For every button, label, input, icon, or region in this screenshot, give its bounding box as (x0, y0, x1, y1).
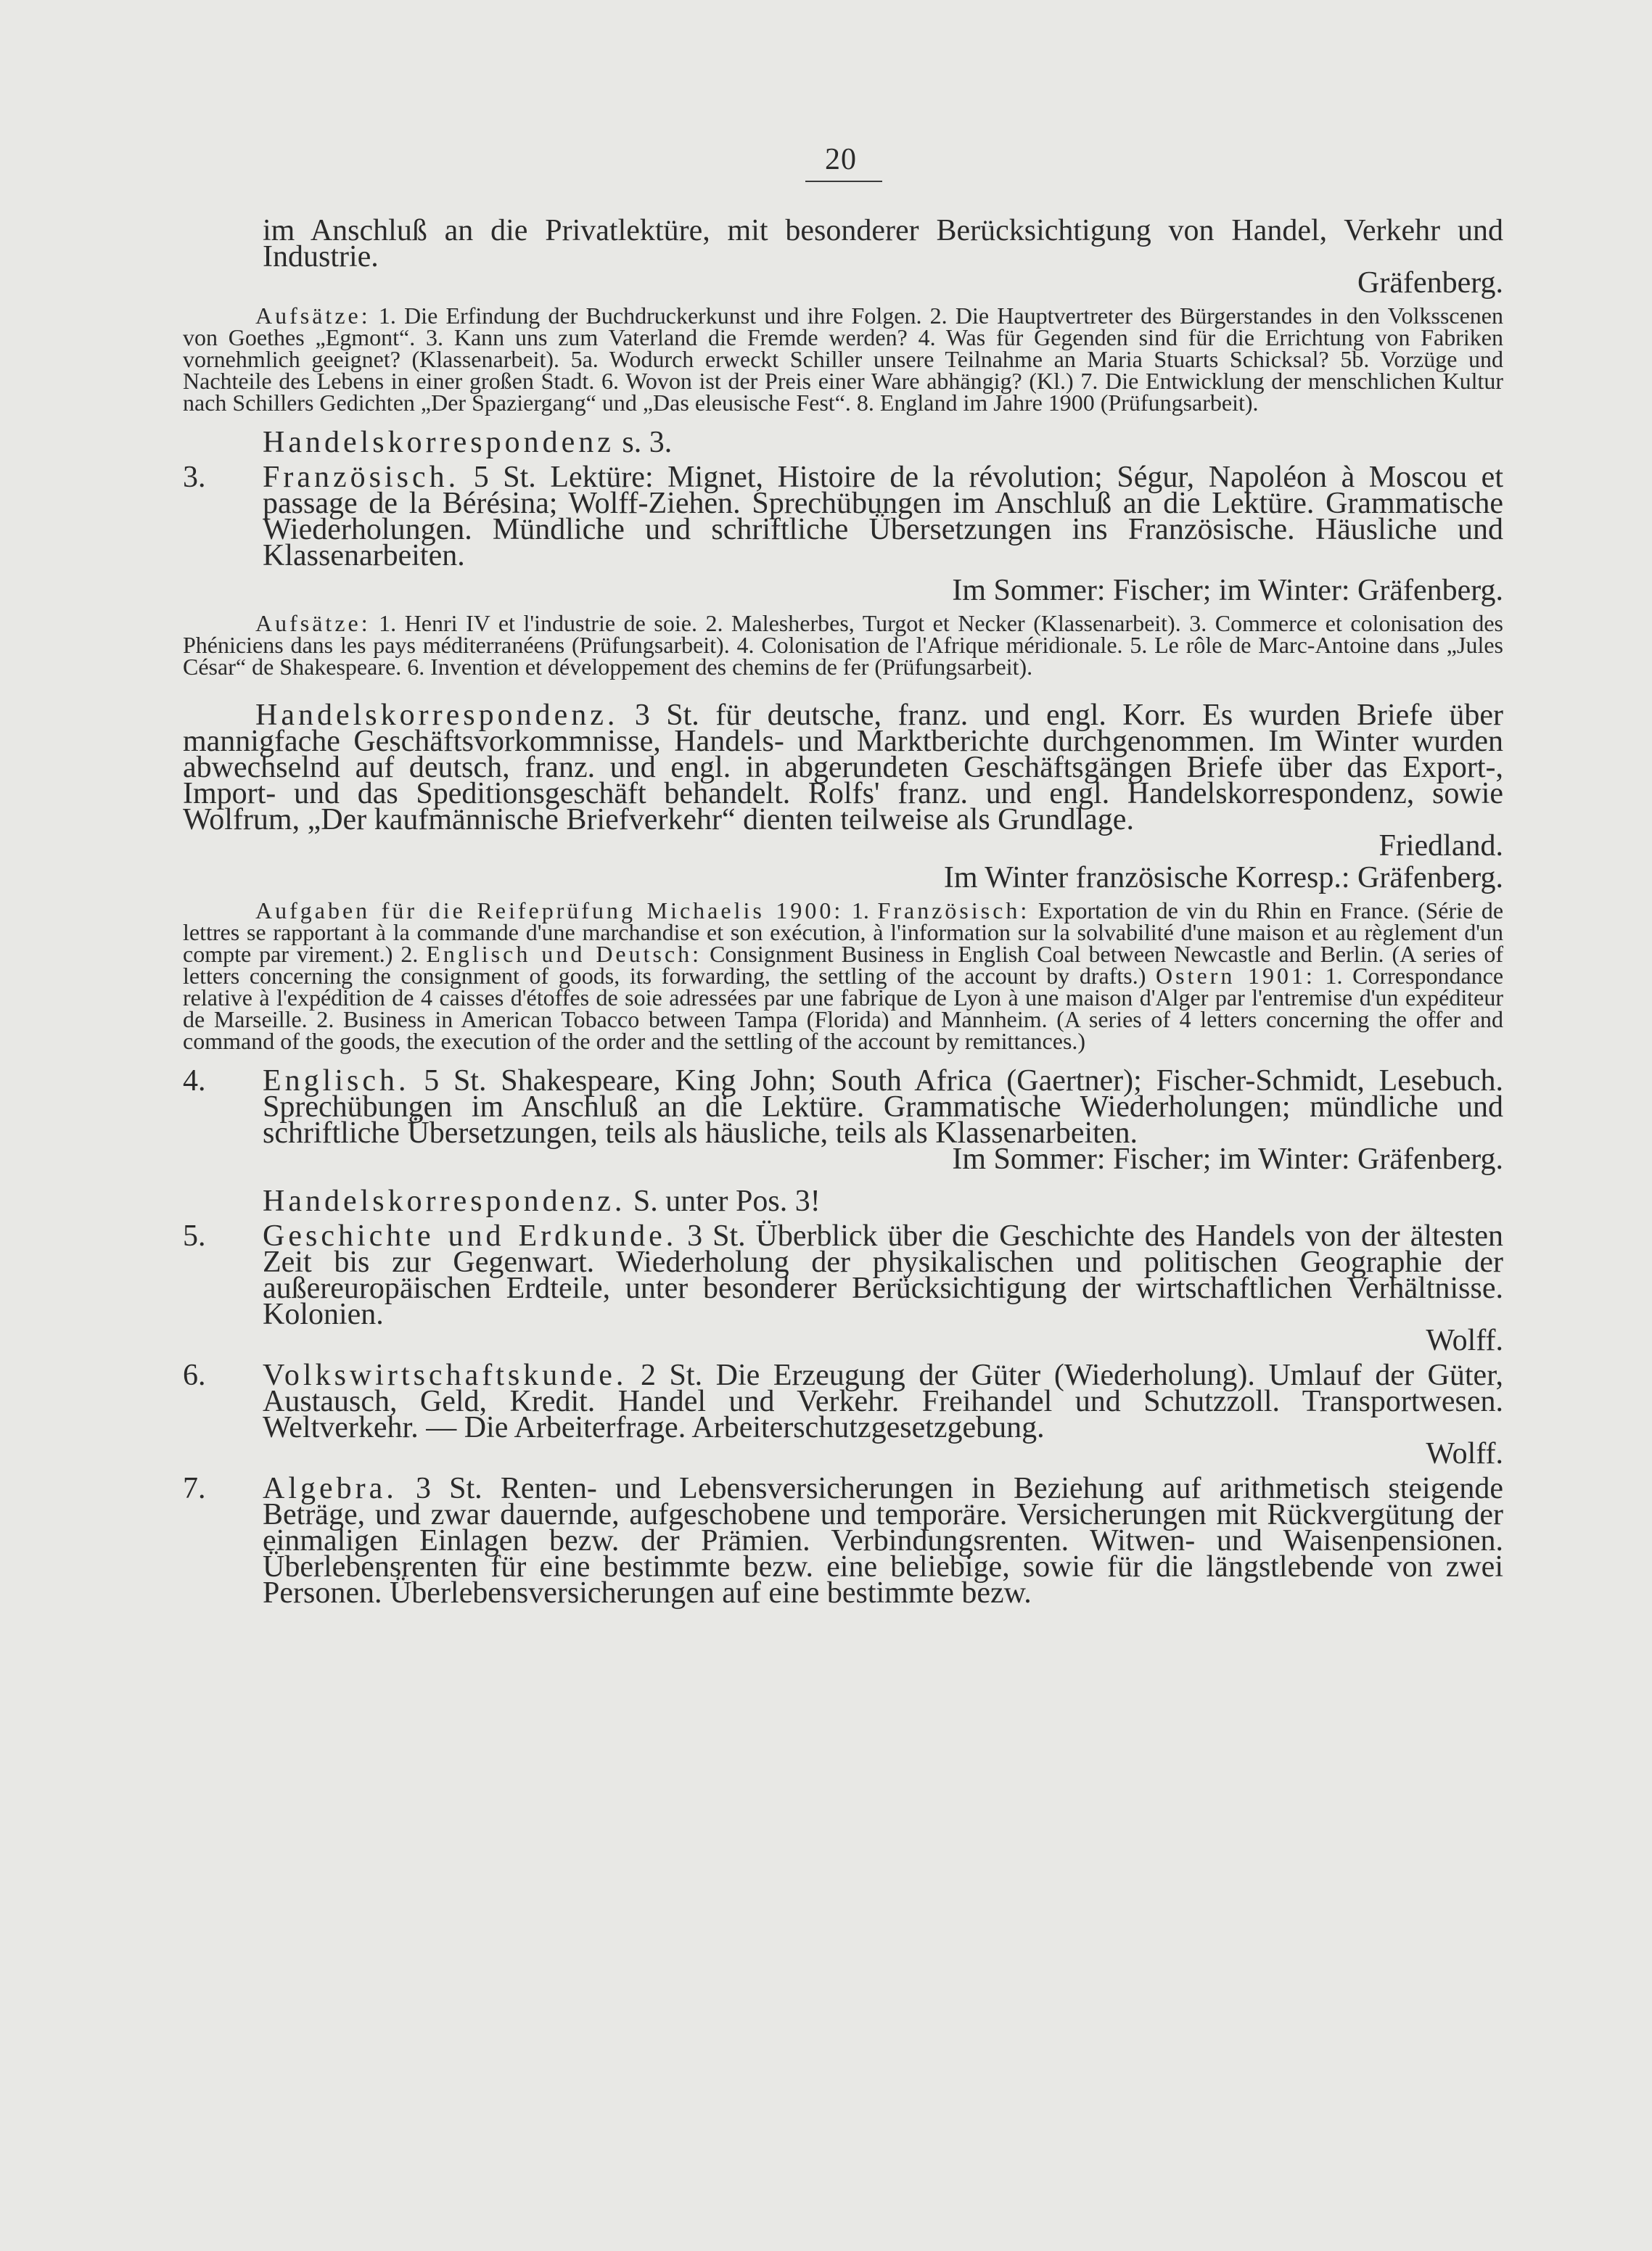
exam-part-1-label: Französisch: (877, 897, 1030, 923)
section-history-teacher: Wolff. (1426, 1324, 1503, 1357)
commercial-corr-teacher-2: Im Winter französische Korresp.: Gräfenberg. (943, 861, 1503, 894)
section-english-number: 4. (183, 1064, 206, 1098)
page-number-rule (805, 181, 882, 182)
section-french-title: Französisch. (263, 461, 460, 494)
commercial-corr-ref-2-text: S. unter Pos. 3! (633, 1185, 821, 1218)
section-algebra-title: Algebra. (263, 1472, 398, 1505)
section-english-text: 5 St. Shakespeare, King John; South Africa (Gaertner); Fischer-Schmidt, Lesebuch. Sprechübungen im Anschluß an die Lektüre. Grammatische Wiederholungen; mündliche und schriftliche Übersetzungen, teils als häusliche, teils als Klassenarbeiten. (263, 1064, 1503, 1150)
section-history-number: 5. (183, 1219, 206, 1253)
section-algebra-text: 3 St. Renten- und Lebensversicherungen in Beziehung auf arithmetisch steigende Beträge, und zwar dauernde, aufgeschobene und temporäre. Versicherungen mit Rückvergütung der einmaligen Einlagen bezw. der Prämien. Verbindungsrenten. Witwen- und Waisenpensionen. Überlebensrenten für eine bestimmte bezw. eine beliebige, sowie für die längstlebende von zwei Personen. Überlebensversicherungen auf eine bestimmte bezw. (263, 1472, 1503, 1610)
exam-tasks-paragraph (183, 897, 1504, 1054)
exam-easter-task-1: 1. Correspondance relative à l'expédition de 4 caisses d'étoffes de soie adressées par une fabrique de Lyon à une maison d'Alger par l'entremise d'un expéditeur de Marseille. (183, 963, 1504, 1032)
section-history-geography (183, 1219, 1503, 1357)
exam-part-1-text: Exportation de vin du Rhin en France. (Série de lettres se rapportant à la commande d'une marchandise et son exécution, à l'information sur la solvabilité d'une maison et au règlement d'un compte par virement.) (183, 897, 1504, 967)
intro-paragraph (183, 214, 1503, 300)
french-essays-label: Aufsätze: (255, 610, 371, 636)
section-english-title: Englisch. (263, 1064, 410, 1098)
page-number: 20 (825, 143, 857, 176)
commercial-corr-ref-2 (183, 1185, 1503, 1218)
german-essays-text: 1. Die Erfindung der Buchdruckerkunst und ihre Folgen. 2. Die Hauptvertreter des Bürgerstandes in den Volksscenen von Goethes „Egmont“. 3. Kann uns zum Vaterland die Fremde werden? 4. Was für Gegenden sind für die Errichtung von Fabriken vornehmlich geeignet? (Klassenarbeit). 5a. Wodurch erweckt Schiller unsere Teilnahme an Maria Stuarts Schicksal? 5b. Vorzüge und Nachteile des Lebens in einer großen Stadt. 6. Wovon ist der Preis einer Ware abhängig? (Kl.) 7. Die Entwicklung der menschlichen Kultur nach Schillers Gedichten „Der Spaziergang“ und „Das eleusische Fest“. 8. England im Jahre 1900 (Prüfungsarbeit). (183, 303, 1504, 416)
section-economics-number: 6. (183, 1359, 206, 1392)
section-french (183, 461, 1503, 607)
french-essays-paragraph (183, 612, 1503, 678)
intro-teacher: Gräfenberg. (1357, 266, 1503, 300)
exam-easter-task-2: 2. Business in American Tobacco between Tampa (Florida) and Mannheim. (A series of 4 letters concerning the offer and command of the goods, the execution of the order and the settling of the account by remittances.) (183, 1006, 1504, 1054)
commercial-corr-ref-1-text: s. 3. (622, 426, 673, 459)
german-essays-label: Aufsätze: (255, 303, 371, 329)
exam-tasks-label: Aufgaben für die Reifeprüfung Michaelis 1900: (255, 897, 844, 923)
section-algebra-number: 7. (183, 1472, 206, 1505)
commercial-corr-ref-1-label: Handelskorrespondenz (263, 426, 615, 459)
french-essays-text: 1. Henri IV et l'industrie de soie. 2. Malesherbes, Turgot et Necker (Klassenarbeit). 3. Commerce et colonisation des Phéniciens dans les pays méditerranéens (Prüfungsarbeit). 4. Colonisation de l'Afrique méridionale. 5. Le rôle de Marc-Antoine dans „Jules César“ de Shakespeare. 6. Invention et développement des chemins de fer (Prüfungsarbeit). (183, 610, 1504, 680)
section-french-teacher: Im Sommer: Fischer; im Winter: Gräfenberg. (952, 574, 1503, 607)
section-english-teacher: Im Sommer: Fischer; im Winter: Gräfenberg. (952, 1143, 1503, 1176)
exam-part-2-label: Englisch und Deutsch: (426, 941, 702, 967)
exam-part-2-number: 2. (400, 941, 419, 967)
section-economics (183, 1359, 1504, 1470)
section-french-text: 5 St. Lektüre: Mignet, Histoire de la révolution; Ségur, Napoléon à Moscou et passage de la Bérésina; Wolff-Ziehen. Sprechübungen im Anschluß an die Lektüre. Grammatische Wiederholungen. Mündliche und schriftliche Übersetzungen ins Französische. Häusliche und Klassenarbeiten. (263, 461, 1503, 572)
exam-part-1-number: 1. (851, 897, 869, 923)
section-economics-text: 2 St. Die Erzeugung der Güter (Wiederholung). Umlauf der Güter, Austausch, Geld, Kredit. Handel und Verkehr. Freihandel und Schutzzoll. Transportwesen. Weltverkehr. — Die Arbeiterfrage. Arbeiterschutzgesetzgebung. (263, 1359, 1504, 1444)
commercial-corr-text: 3 St. für deutsche, franz. und engl. Korr. Es wurden Briefe über mannigfache Geschäftsvorkommnisse, Handels- und Marktberichte durchgenommen. Im Winter wurden abwechselnd auf deutsch, franz. und engl. in abgerundeten Geschäftsgängen Briefe über das Export-, Import- und das Speditionsgeschäft behandelt. Rolfs' franz. und engl. Handelskorrespondenz, sowie Wolfrum, „Der kaufmännische Briefverkehr“ dienten teilweise als Grundlage. (183, 699, 1503, 836)
intro-text: im Anschluß an die Privatlektüre, mit besonderer Berücksichtigung von Handel, Verkehr und Industrie. (263, 214, 1503, 273)
german-essays-paragraph (183, 303, 1504, 416)
section-algebra (183, 1472, 1503, 1610)
section-english (183, 1064, 1503, 1176)
exam-part-2-text: Consignment Business in English Coal between Newcastle and Berlin. (A series of letters concerning the consignment of goods, its forwarding, the settling of the account by drafts.) (183, 941, 1504, 989)
exam-easter-label: Ostern 1901: (1156, 963, 1315, 989)
section-economics-title: Volkswirtschaftskunde. (263, 1359, 628, 1392)
commercial-corr-paragraph (183, 699, 1503, 894)
section-history-text: 3 St. Überblick über die Geschichte des Handels von der ältesten Zeit bis zur Gegenwart. Wiederholung der physikalischen und politischen Geographie der außereuropäischen Erdteile, unter besonderer Berücksichtigung der wirtschaftlichen Verhältnisse. Kolonien. (263, 1219, 1503, 1331)
commercial-corr-label: Handelskorrespondenz. (255, 699, 619, 732)
section-economics-teacher: Wolff. (1426, 1437, 1503, 1470)
section-french-number: 3. (183, 461, 206, 494)
commercial-corr-ref-2-label: Handelskorrespondenz. (263, 1185, 626, 1218)
commercial-corr-teacher-1: Friedland. (1378, 829, 1503, 863)
section-history-title: Geschichte und Erdkunde. (263, 1219, 678, 1253)
commercial-corr-ref-1 (183, 426, 1503, 459)
page-content (183, 214, 1504, 1610)
